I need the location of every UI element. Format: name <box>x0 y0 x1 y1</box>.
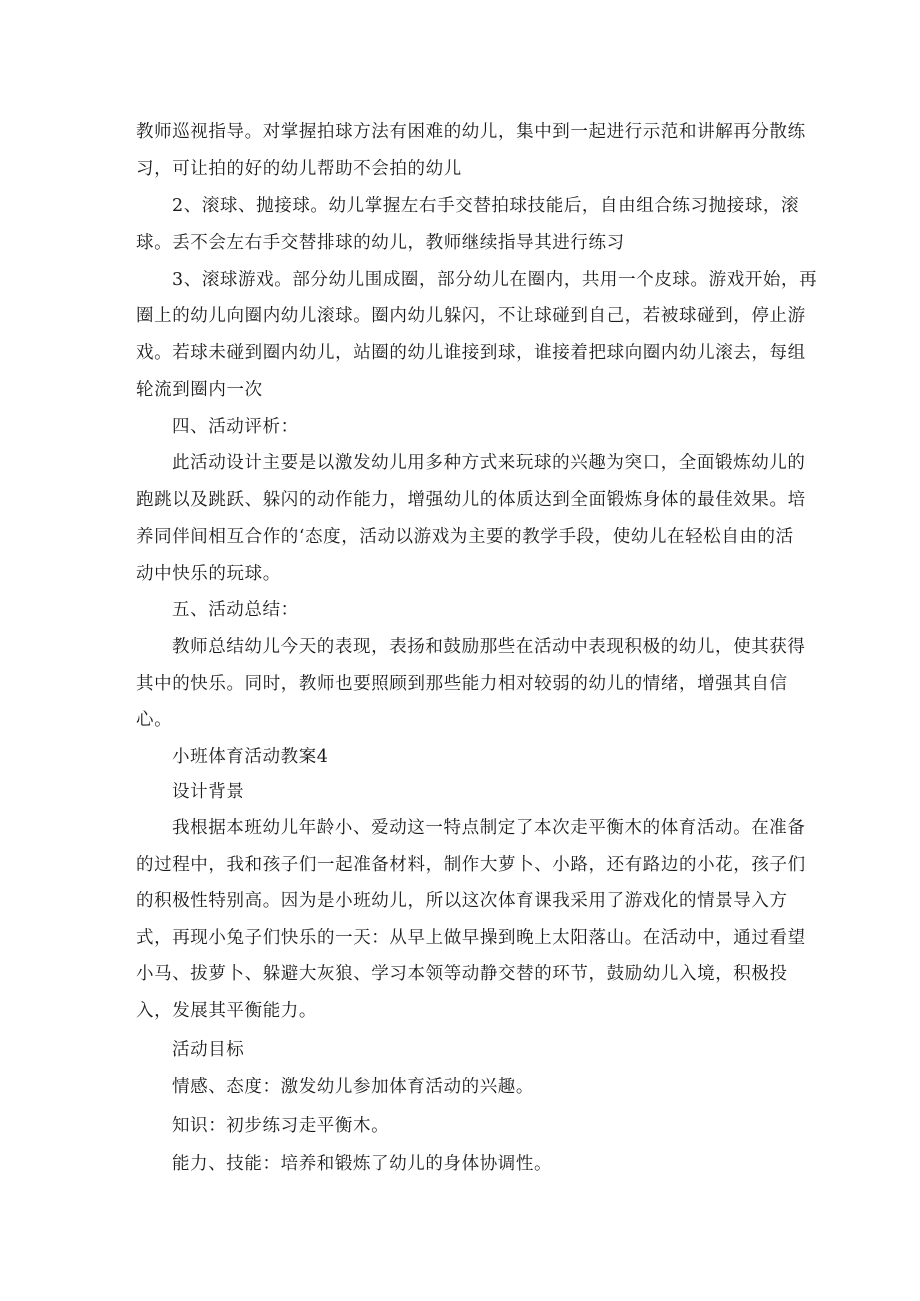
section-heading: 五、活动总结： <box>172 600 299 620</box>
text-line: 3、滚球游戏。部分幼儿围成圈，部分幼儿在圈内，共用一个皮球。游戏开始，再 <box>172 270 818 290</box>
text-line: 圈上的幼儿向圈内幼儿滚球。圈内幼儿躲闪，不让球碰到自己，若被球碰到，停止游 <box>136 306 806 326</box>
text-line: 其中的快乐。同时，教师也要照顾到那些能力相对较弱的幼儿的情绪，增强其自信 <box>136 674 788 694</box>
text-line: 动中快乐的玩球。 <box>136 564 281 584</box>
section-heading: 设计背景 <box>172 782 245 802</box>
text-line: 心。 <box>136 710 173 730</box>
text-line: 我根据本班幼儿年龄小、爱动这一特点制定了本次走平衡木的体育活动。在准备 <box>172 818 806 838</box>
text-line: 养同伴间相互合作的‘态度，活动以游戏为主要的教学手段，使幼儿在轻松自由的活 <box>136 527 794 547</box>
text-line: 的过程中，我和孩子们一起准备材料，制作大萝卜、小路，还有路边的小花，孩子们 <box>136 855 806 875</box>
text-line: 能力、技能：培养和锻炼了幼儿的身体协调性。 <box>172 1154 553 1174</box>
text-line: 跑跳以及跳跃、躲闪的动作能力，增强幼儿的体质达到全面锻炼身体的最佳效果。培 <box>136 490 806 510</box>
text-line: 教师巡视指导。对掌握拍球方法有困难的幼儿，集中到一起进行示范和讲解再分散练 <box>136 122 806 142</box>
text-line: 式，再现小兔子们快乐的一天：从早上做早操到晚上太阳落山。在活动中，通过看望 <box>136 928 806 948</box>
text-line: 情感、态度：激发幼儿参加体育活动的兴趣。 <box>172 1077 534 1097</box>
text-line: 轮流到圈内一次 <box>136 380 263 400</box>
document-title: 小班体育活动教案4 <box>172 747 329 767</box>
text-line: 的积极性特别高。因为是小班幼儿，所以这次体育课我采用了游戏化的情景导入方 <box>136 891 788 911</box>
text-line: 球。丢不会左右手交替排球的幼儿，教师继续指导其进行练习 <box>136 233 625 253</box>
section-heading: 四、活动评析： <box>172 417 299 437</box>
text-line: 小马、拔萝卜、躲避大灰狼、学习本领等动静交替的环节，鼓励幼儿入境，积极投 <box>136 964 788 984</box>
text-line: 教师总结幼儿今天的表现，表扬和鼓励那些在活动中表现积极的幼儿，使其获得 <box>172 637 806 657</box>
text-line: 戏。若球未碰到圈内幼儿，站圈的幼儿谁接到球，谁接着把球向圈内幼儿滚去，每组 <box>136 343 806 363</box>
section-heading: 活动目标 <box>172 1040 245 1060</box>
text-line: 2、滚球、抛接球。幼儿掌握左右手交替拍球技能后，自由组合练习抛接球，滚 <box>172 196 800 216</box>
text-line: 知识：初步练习走平衡木。 <box>172 1116 390 1136</box>
text-line: 入，发展其平衡能力。 <box>136 1001 317 1021</box>
text-line: 此活动设计主要是以激发幼儿用多种方式来玩球的兴趣为突口，全面锻炼幼儿的 <box>172 453 806 473</box>
text-line: 习，可让拍的好的幼儿帮助不会拍的幼儿 <box>136 159 462 179</box>
